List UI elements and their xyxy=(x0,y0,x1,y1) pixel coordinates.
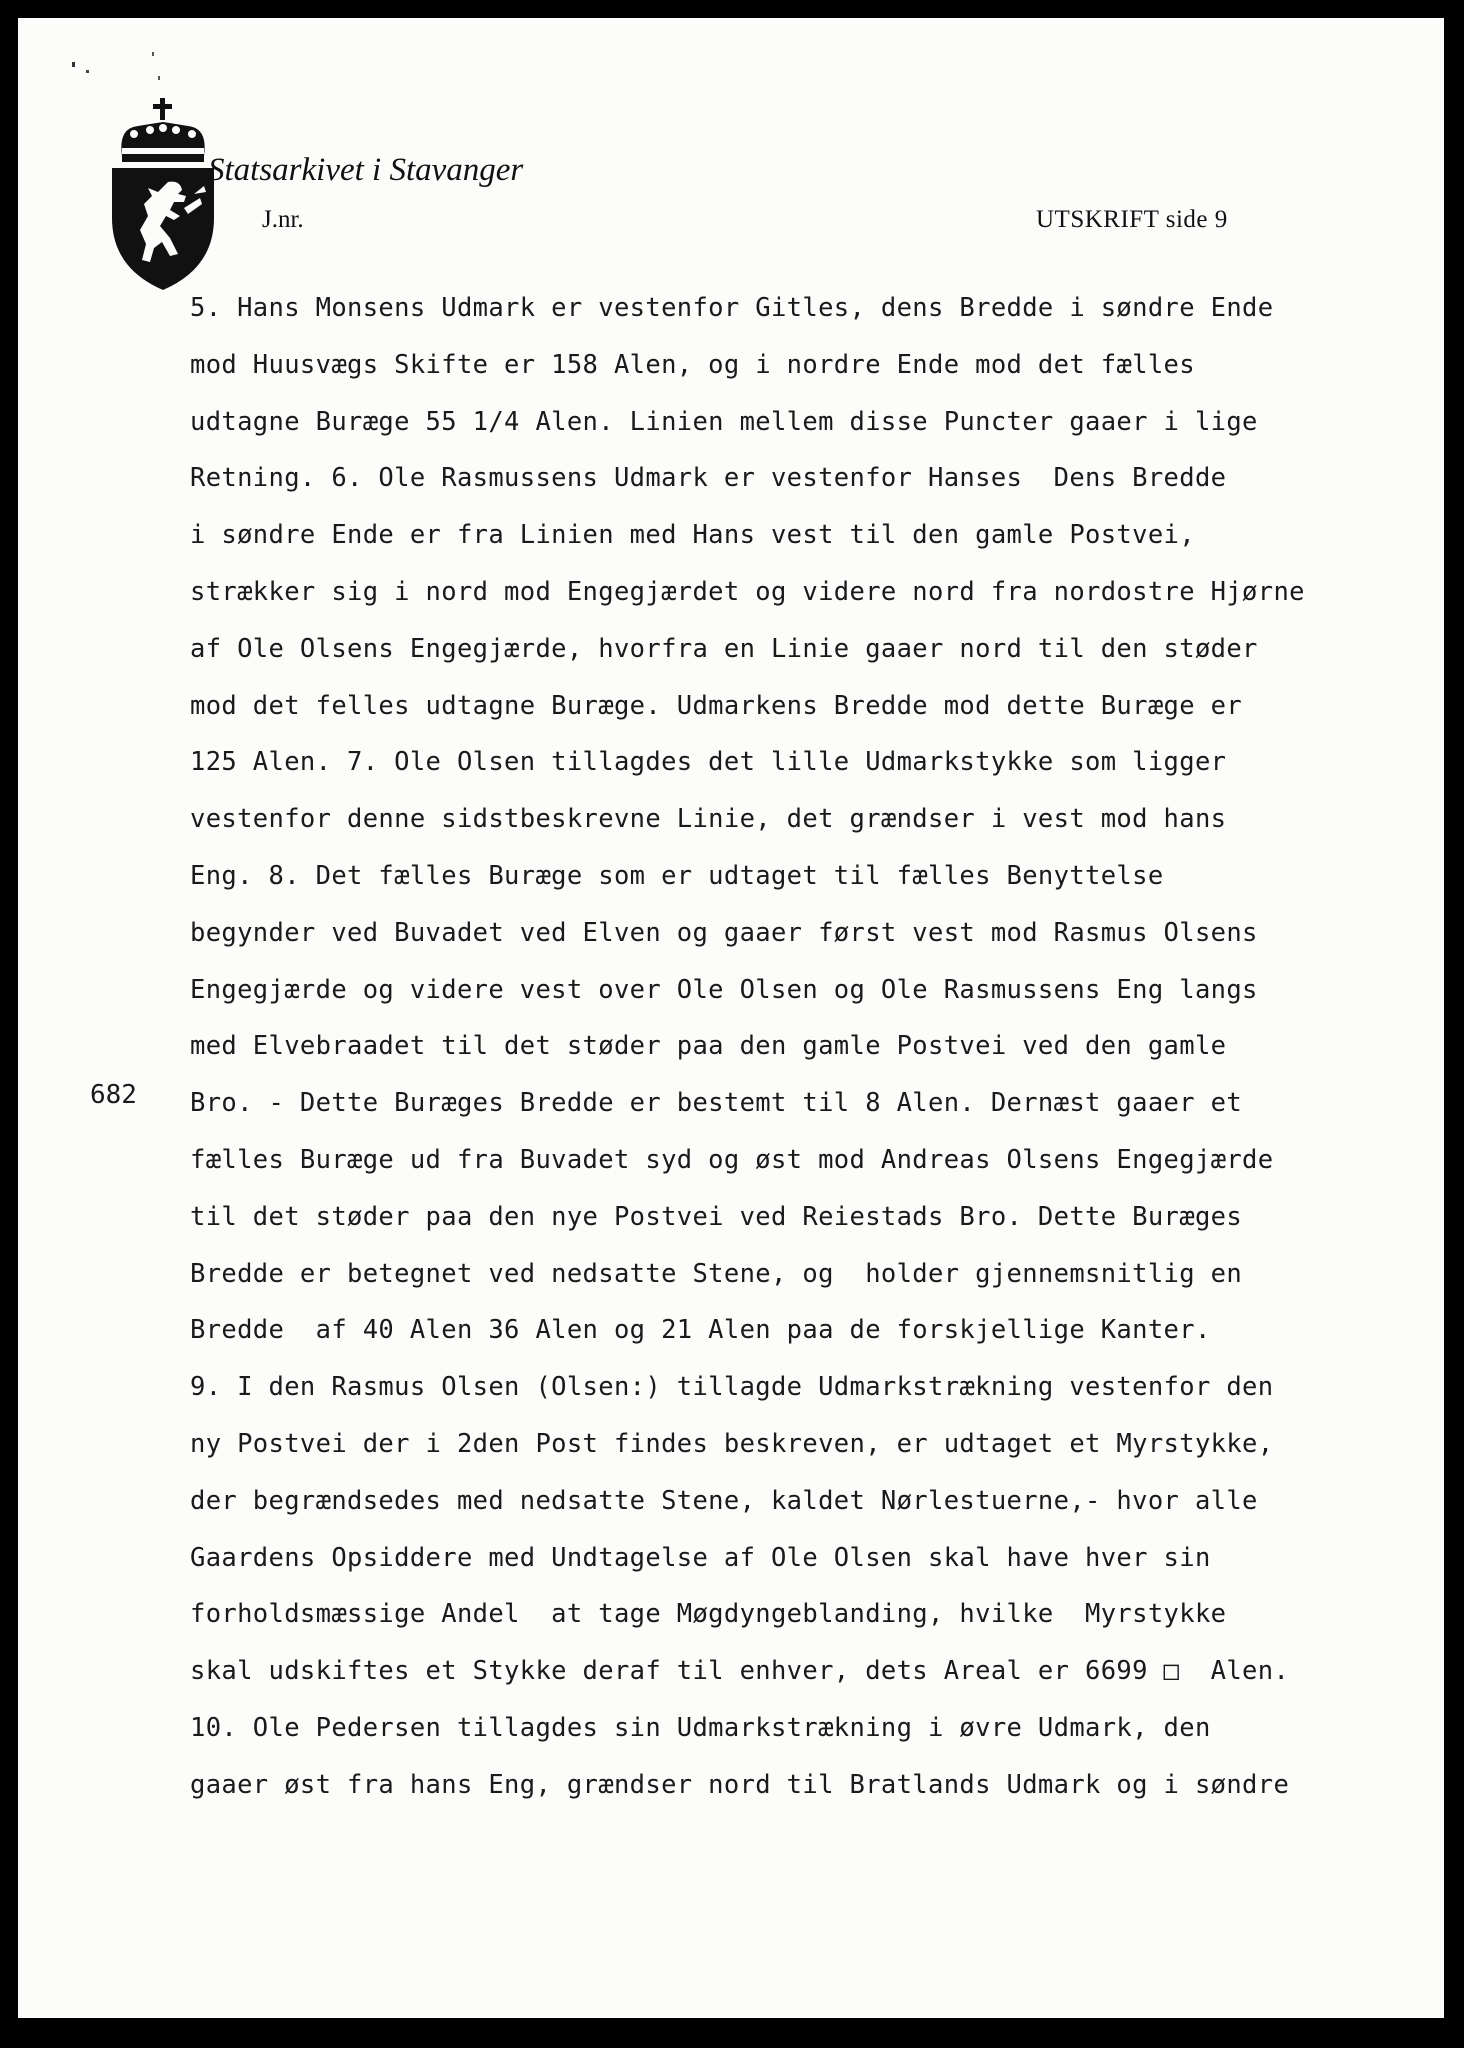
text-line: fælles Buræge ud fra Buvadet syd og øst mod Andreas Olsens Engegjærde xyxy=(190,1144,1274,1175)
text-line: 5. Hans Monsens Udmark er vestenfor Gitles, dens Bredde i søndre Ende xyxy=(190,293,1274,323)
text-line: forholdsmæssige Andel at tage Møgdyngeblanding, hvilke Myrstykke xyxy=(190,1599,1227,1630)
document-page xyxy=(18,18,1444,2018)
text-line: mod Huusvægs Skifte er 158 Alen, og i nordre Ende mod det fælles xyxy=(190,349,1195,380)
text-line: i søndre Ende er fra Linien med Hans vest til den gamle Postvei, xyxy=(190,520,1195,551)
text-line: til det støder paa den nye Postvei ved Reiestads Bro. Dette Buræges xyxy=(190,1201,1243,1232)
text-line: ny Postvei der i 2den Post findes beskreven, er udtaget et Myrstykke, xyxy=(190,1428,1274,1459)
text-line: vestenfor denne sidstbeskrevne Linie, det grændser i vest mod hans xyxy=(190,804,1227,835)
text-line: der begrændsedes med nedsatte Stene, kaldet Nørlestuerne,- hvor alle xyxy=(190,1485,1258,1516)
text-line: Gaardens Opsiddere med Undtagelse af Ole Olsen skal have hver sin xyxy=(190,1542,1211,1573)
text-line: Engegjærde og videre vest over Ole Olsen og Ole Rasmussens Eng langs xyxy=(190,974,1258,1005)
text-line: Retning. 6. Ole Rasmussens Udmark er vestenfor Hanses Dens Bredde xyxy=(190,463,1227,494)
text-line: gaaer øst fra hans Eng, grændser nord til Bratlands Udmark og i søndre xyxy=(190,1769,1290,1800)
margin-page-number: 682 xyxy=(90,1080,137,1110)
archive-name: Statsarkivet i Stavanger xyxy=(208,152,524,188)
text-line: Bro. - Dette Buræges Bredde er bestemt til 8 Alen. Dernæst gaaer et xyxy=(190,1088,1243,1119)
text-line: udtagne Buræge 55 1/4 Alen. Linien mellem disse Puncter gaaer i lige xyxy=(190,406,1258,437)
scan-specks xyxy=(18,18,218,98)
journal-number-label: J.nr. xyxy=(262,206,304,233)
text-line: strækker sig i nord mod Engegjærdet og videre nord fra nordostre Hjørne xyxy=(190,576,1305,607)
text-line: skal udskiftes et Stykke deraf til enhver, dets Areal er 6699 □ Alen. xyxy=(190,1656,1290,1687)
page-label: UTSKRIFT side 9 xyxy=(1036,206,1228,233)
text-line: Bredde er betegnet ved nedsatte Stene, og holder gjennemsnitlig en xyxy=(190,1258,1243,1289)
text-line: begynder ved Buvadet ved Elven og gaaer først vest mod Rasmus Olsens xyxy=(190,917,1258,948)
coat-of-arms-icon xyxy=(108,98,218,298)
text-line: med Elvebraadet til det støder paa den gamle Postvei ved den gamle xyxy=(190,1031,1227,1062)
text-line: af Ole Olsens Engegjærde, hvorfra en Linie gaaer nord til den støder xyxy=(190,633,1258,664)
text-line: 9. I den Rasmus Olsen (Olsen:) tillagde Udmarkstrækning vestenfor den xyxy=(190,1372,1274,1403)
text-line: 10. Ole Pedersen tillagdes sin Udmarkstrækning i øvre Udmark, den xyxy=(190,1712,1211,1743)
text-line: Eng. 8. Det fælles Buræge som er udtaget til fælles Benyttelse xyxy=(190,860,1164,891)
text-line: mod det felles udtagne Buræge. Udmarkens Bredde mod dette Buræge er xyxy=(190,690,1243,721)
document-body xyxy=(190,280,1305,1814)
text-line: Bredde af 40 Alen 36 Alen og 21 Alen paa de forskjellige Kanter. xyxy=(190,1315,1211,1346)
text-line: 125 Alen. 7. Ole Olsen tillagdes det lille Udmarkstykke som ligger xyxy=(190,747,1227,778)
